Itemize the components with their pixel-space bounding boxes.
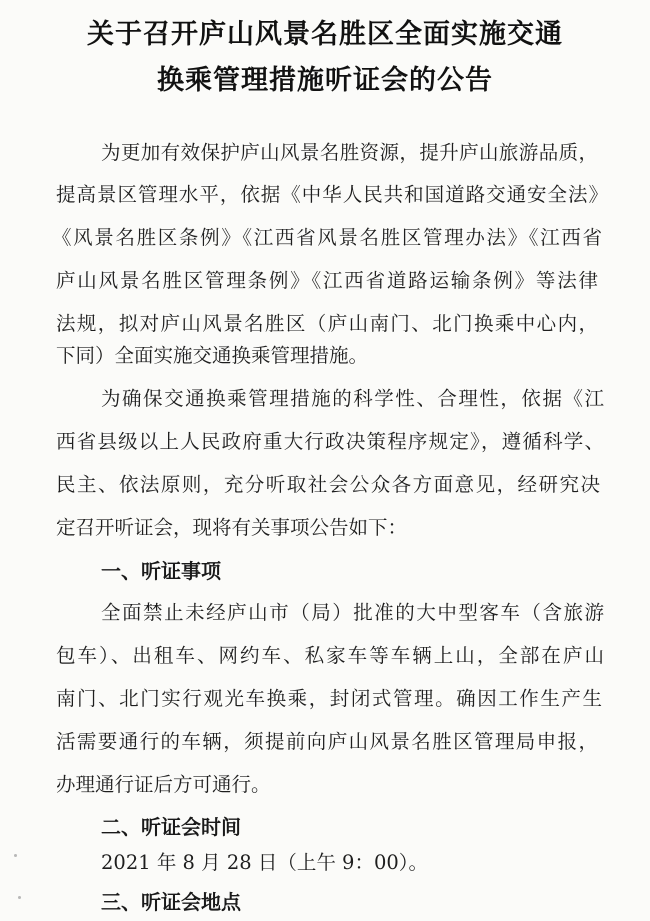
section-1-line-4: 活需要通行的车辆，须提前向庐山风景名胜区管理局申报，: [56, 730, 598, 753]
paragraph-2-line-2: 西省县级以上人民政府重大行政决策程序规定》，遵循科学、: [56, 430, 604, 453]
section-1-heading: 一、听证事项: [101, 559, 221, 583]
paragraph-1-line-6: 下同）全面实施交通换乘管理措施。: [56, 344, 369, 367]
document-title-line-2: 换乘管理措施听证会的公告: [157, 65, 493, 96]
section-2-heading: 二、听证会时间: [101, 815, 241, 839]
section-1-line-5: 办理通行证后方可通行。: [56, 773, 271, 796]
section-3-heading: 三、听证会地点: [101, 890, 241, 914]
paragraph-1-line-1: 为更加有效保护庐山风景名胜资源，提升庐山旅游品质，: [101, 141, 598, 164]
paragraph-1-line-5: 法规，拟对庐山风景名胜区（庐山南门、北门换乘中心内，: [56, 312, 598, 335]
paragraph-1-line-3: 《风景名胜区条例》《江西省风景名胜区管理办法》《江西省: [52, 226, 602, 249]
paragraph-1-line-4: 庐山风景名胜区管理条例》《江西省道路运输条例》等法律: [56, 269, 598, 292]
paragraph-1-line-2: 提高景区管理水平，依据《中华人民共和国道路交通安全法》: [56, 183, 608, 206]
section-2-date-text: 2021 年 8 月 28 日（上午 9：00）。: [101, 851, 429, 874]
scan-speck: [14, 854, 17, 857]
document-title-line-1: 关于召开庐山风景名胜区全面实施交通: [87, 19, 563, 50]
section-1-line-1: 全面禁止未经庐山市（局）批准的大中型客车（含旅游: [101, 601, 604, 624]
paragraph-2-line-1: 为确保交通换乘管理措施的科学性、合理性，依据《江: [101, 387, 604, 410]
scan-speck: [18, 896, 21, 899]
section-1-line-3: 南门、北门实行观光车换乘，封闭式管理。确因工作生产生: [56, 687, 602, 710]
section-1-line-2: 包车）、出租车、网约车、私家车等车辆上山，全部在庐山: [56, 644, 604, 667]
paragraph-2-line-4: 定召开听证会，现将有关事项公告如下：: [56, 516, 408, 539]
paragraph-2-line-3: 民主、依法原则，充分听取社会公众各方面意见，经研究决: [56, 473, 600, 496]
